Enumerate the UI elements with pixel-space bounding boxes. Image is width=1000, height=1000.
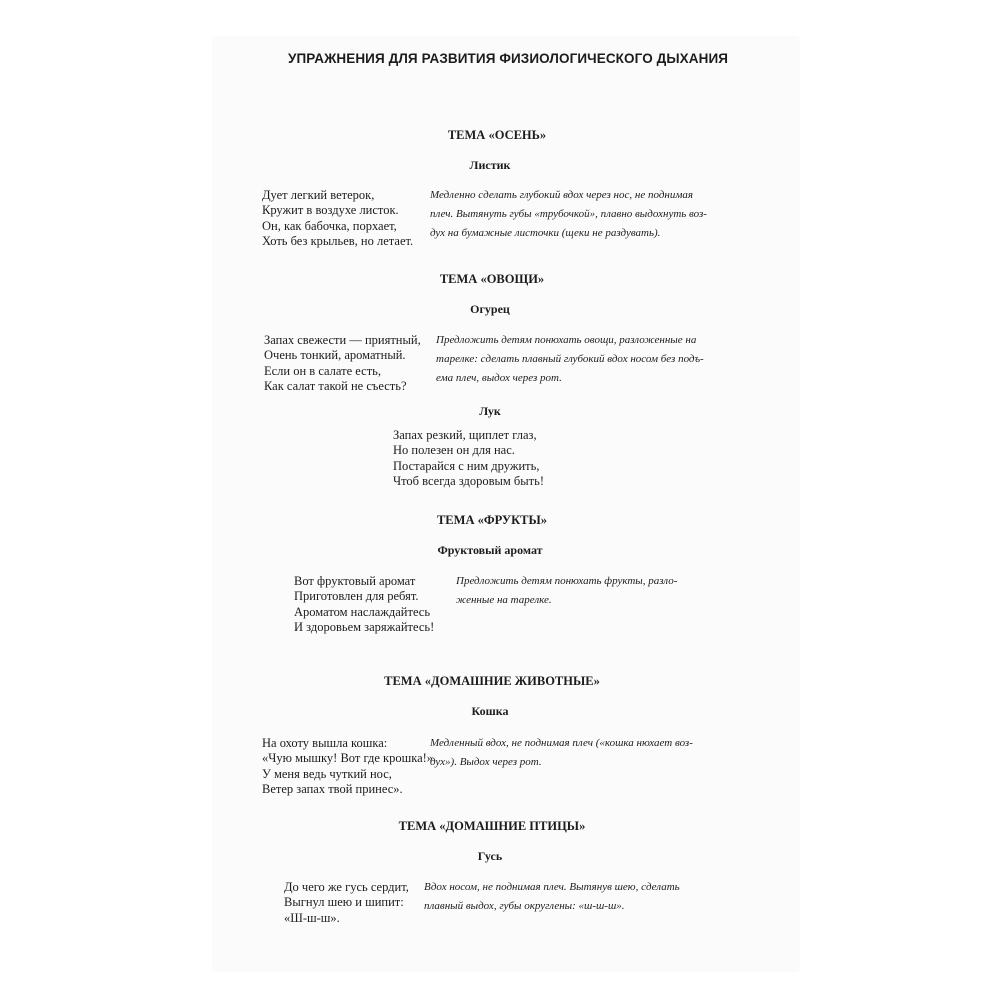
poem-line: Выгнул шею и шипит: (284, 895, 404, 910)
exercise-title-cat: Кошка (471, 704, 509, 718)
poem-line: Вот фруктовый аромат (294, 574, 416, 588)
poem-line: Ароматом наслаждайтесь (294, 604, 431, 619)
instruction-line: плавный выдох, губы округлены: «ш-ш-ш». (424, 900, 625, 912)
exercise-title-fruit-aroma: Фруктовый аромат (437, 543, 543, 557)
theme-heading-vegetables: ТЕМА «ОВОЩИ» (439, 272, 545, 286)
theme-heading-fruits: ТЕМА «ФРУКТЫ» (436, 513, 548, 527)
poem-leaf (262, 188, 413, 249)
instruction-goose (424, 878, 680, 916)
poem-cucumber (264, 333, 421, 394)
poem-line: Как салат такой не съесть? (264, 378, 407, 393)
poem-line: Запах резкий, щиплет глаз, (393, 428, 537, 442)
poem-line: Приготовлен для ребят. (294, 589, 419, 604)
poem-line: Если он в салате есть, (264, 363, 381, 378)
poem-onion (393, 428, 544, 489)
instruction-line: дух на бумажные листочки (щеки не раздувать). (430, 227, 661, 239)
instruction-fruit-aroma (456, 572, 677, 610)
poem-fruit-aroma (294, 574, 434, 635)
poem-line: Хоть без крыльев, но летает. (262, 233, 414, 248)
instruction-line: тарелке: сделать плавный глубокий вдох носом без подъ- (436, 353, 704, 365)
exercise-title-cucumber: Огурец (470, 302, 510, 316)
poem-goose (284, 880, 409, 926)
poem-line: Ветер запах твой принес». (262, 781, 403, 796)
poem-line: Постарайся с ним дружить, (393, 458, 540, 473)
instruction-line: женные на тарелке. (456, 594, 552, 606)
instruction-cucumber (436, 331, 704, 388)
exercise-title-onion: Лук (479, 404, 501, 418)
poem-line: Дует легкий ветерок, (262, 188, 375, 202)
theme-heading-autumn: ТЕМА «ОСЕНЬ» (447, 128, 547, 142)
poem-line: «Ш-ш-ш». (284, 910, 340, 925)
poem-line: И здоровьем заряжайтесь! (294, 619, 435, 634)
poem-cat (262, 736, 433, 797)
poem-line: Кружит в воздухе листок. (262, 203, 399, 218)
instruction-leaf (430, 186, 707, 243)
instruction-line: Вдох носом, не поднимая плеч. Вытянув шею, сделать (424, 881, 680, 893)
exercise-title-goose: Гусь (477, 849, 503, 863)
instruction-line: Медленный вдох, не поднимая плеч («кошка нюхает воз- (430, 737, 693, 749)
instruction-line: Предложить детям понюхать фрукты, разло- (456, 575, 678, 587)
theme-heading-pets: ТЕМА «ДОМАШНИЕ ЖИВОТНЫЕ» (384, 674, 600, 688)
instruction-line: Медленно сделать глубокий вдох через нос, не поднимая (430, 189, 693, 201)
poem-line: Он, как бабочка, порхает, (262, 218, 397, 233)
theme-heading-poultry: ТЕМА «ДОМАШНИЕ ПТИЦЫ» (398, 819, 586, 833)
instruction-line: дух»). Выдох через рот. (430, 756, 542, 768)
poem-line: Но полезен он для нас. (393, 443, 515, 458)
poem-line: Чтоб всегда здоровым быть! (393, 473, 545, 488)
poem-line: На охоту вышла кошка: (262, 736, 388, 750)
poem-line: Запах свежести — приятный, (264, 333, 421, 347)
poem-line: До чего же гусь сердит, (284, 880, 409, 894)
instruction-line: Предложить детям понюхать овощи, разложенные на (436, 334, 697, 346)
instruction-line: плеч. Вытянуть губы «трубочкой», плавно выдохнуть воз- (430, 208, 707, 220)
instruction-cat (430, 734, 693, 772)
page-title: УПРАЖНЕНИЯ ДЛЯ РАЗВИТИЯ ФИЗИОЛОГИЧЕСКОГО ДЫХАНИЯ (288, 51, 729, 66)
instruction-line: ема плеч, выдох через рот. (436, 372, 562, 384)
poem-line: У меня ведь чуткий нос, (262, 766, 392, 781)
poem-line: Очень тонкий, ароматный. (264, 348, 406, 363)
poem-line: «Чую мышку! Вот где крошка!» (262, 751, 434, 766)
exercise-title-leaf: Листик (469, 158, 511, 172)
